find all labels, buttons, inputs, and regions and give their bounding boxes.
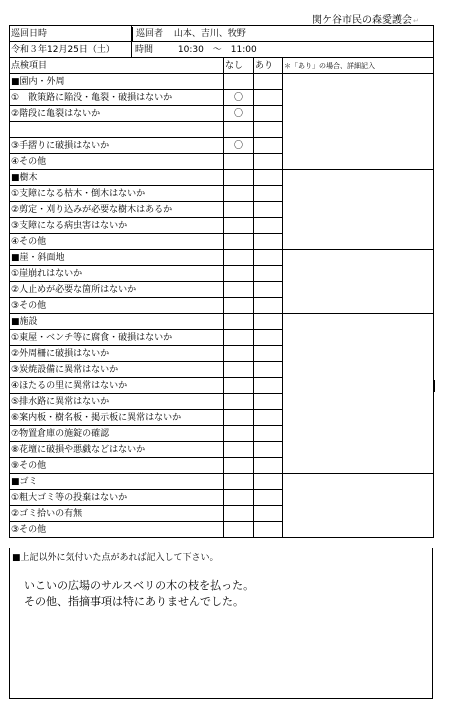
section-park: ■園内・外周 [10,74,434,90]
date-label: 巡回日時 [10,26,132,42]
comment-line-2: その他、指摘事項は特にありませんでした。 [24,595,244,608]
table-row: ①支障になる枯木・倒木はないか [10,186,434,202]
table-row: ⑨その他 [10,458,434,474]
comment-heading: ■上記以外に気付いた点があれば記入して下さい。 [12,553,219,563]
time-value: 10:30 〜 11:00 [177,44,257,55]
table-row: ①崖崩れはないか [10,266,434,282]
table-row: ②外周柵に破損はないか [10,346,434,362]
section-facilities: ■施設 [10,314,434,330]
text-cursor [434,380,435,392]
table-row: ③支障になる病虫害はないか [10,218,434,234]
note-park[interactable] [283,74,434,170]
note-trees[interactable] [283,170,434,250]
check-mark[interactable]: 〇 [224,90,254,106]
comment-text[interactable] [24,578,254,610]
table-row: ①東屋・ベンチ等に腐食・破損はないか [10,330,434,346]
table-row: ②階段に亀裂はないか 〇 [10,106,434,122]
table-row: ③炭焼設備に異常はないか [10,362,434,378]
table-row: ②剪定・刈り込みが必要な樹木はあるか [10,202,434,218]
table-row: ①粗大ゴミ等の投棄はないか [10,490,434,506]
time-label: 時間 [135,44,154,55]
table-row: ③手摺りに破損はないか 〇 [10,138,434,154]
table-row: ④ほたるの里に異常はないか [10,378,434,394]
section-garbage: ■ゴミ [10,474,434,490]
table-row: ⑧花壇に破損や悪戯などはないか [10,442,434,458]
table-row: ③その他 [10,298,434,314]
patrol-members: 山本、吉川、牧野 [173,28,246,39]
section-cliff: ■崖・斜面地 [10,250,434,266]
table-row: ④その他 [10,154,434,170]
inspection-table [9,25,434,538]
note-cliff[interactable] [283,250,434,314]
note-garbage[interactable] [283,474,434,538]
table-row: ②人止めが必要な箇所はないか [10,282,434,298]
column-yes: あり [254,58,283,74]
column-none: なし [224,58,254,74]
table-row: ⑦物置倉庫の施錠の確認 [10,426,434,442]
header-row-1 [10,26,434,42]
note-facilities[interactable] [283,314,434,474]
column-note: ＊「あり」の場合、詳細記入 [283,58,434,74]
column-item: 点検項目 [10,58,224,74]
table-row: ④その他 [10,234,434,250]
column-header-row [10,58,434,74]
check-mark[interactable]: 〇 [224,106,254,122]
check-mark[interactable]: 〇 [224,138,254,154]
table-row: ③その他 [10,522,434,538]
patrol-label: 巡回者 [132,27,163,41]
header-row-2 [10,42,434,58]
organization-name: 関ケ谷市民の森愛護会↵ [312,15,419,26]
table-row: ②ゴミ拾いの有無 [10,506,434,522]
table-row: ① 散策路に陥没・亀裂・破損はないか 〇 [10,90,434,106]
section-trees: ■樹木 [10,170,434,186]
comment-box[interactable] [9,548,433,699]
table-row: ⑤排水路に異常はないか [10,394,434,410]
comment-line-1: いこいの広場のサルスベリの木の枝を払った。 [24,579,255,592]
table-row: ⑥案内板・樹名板・掲示板に異常はないか [10,410,434,426]
date-value: 令和３年12月25日（土） [10,42,132,58]
